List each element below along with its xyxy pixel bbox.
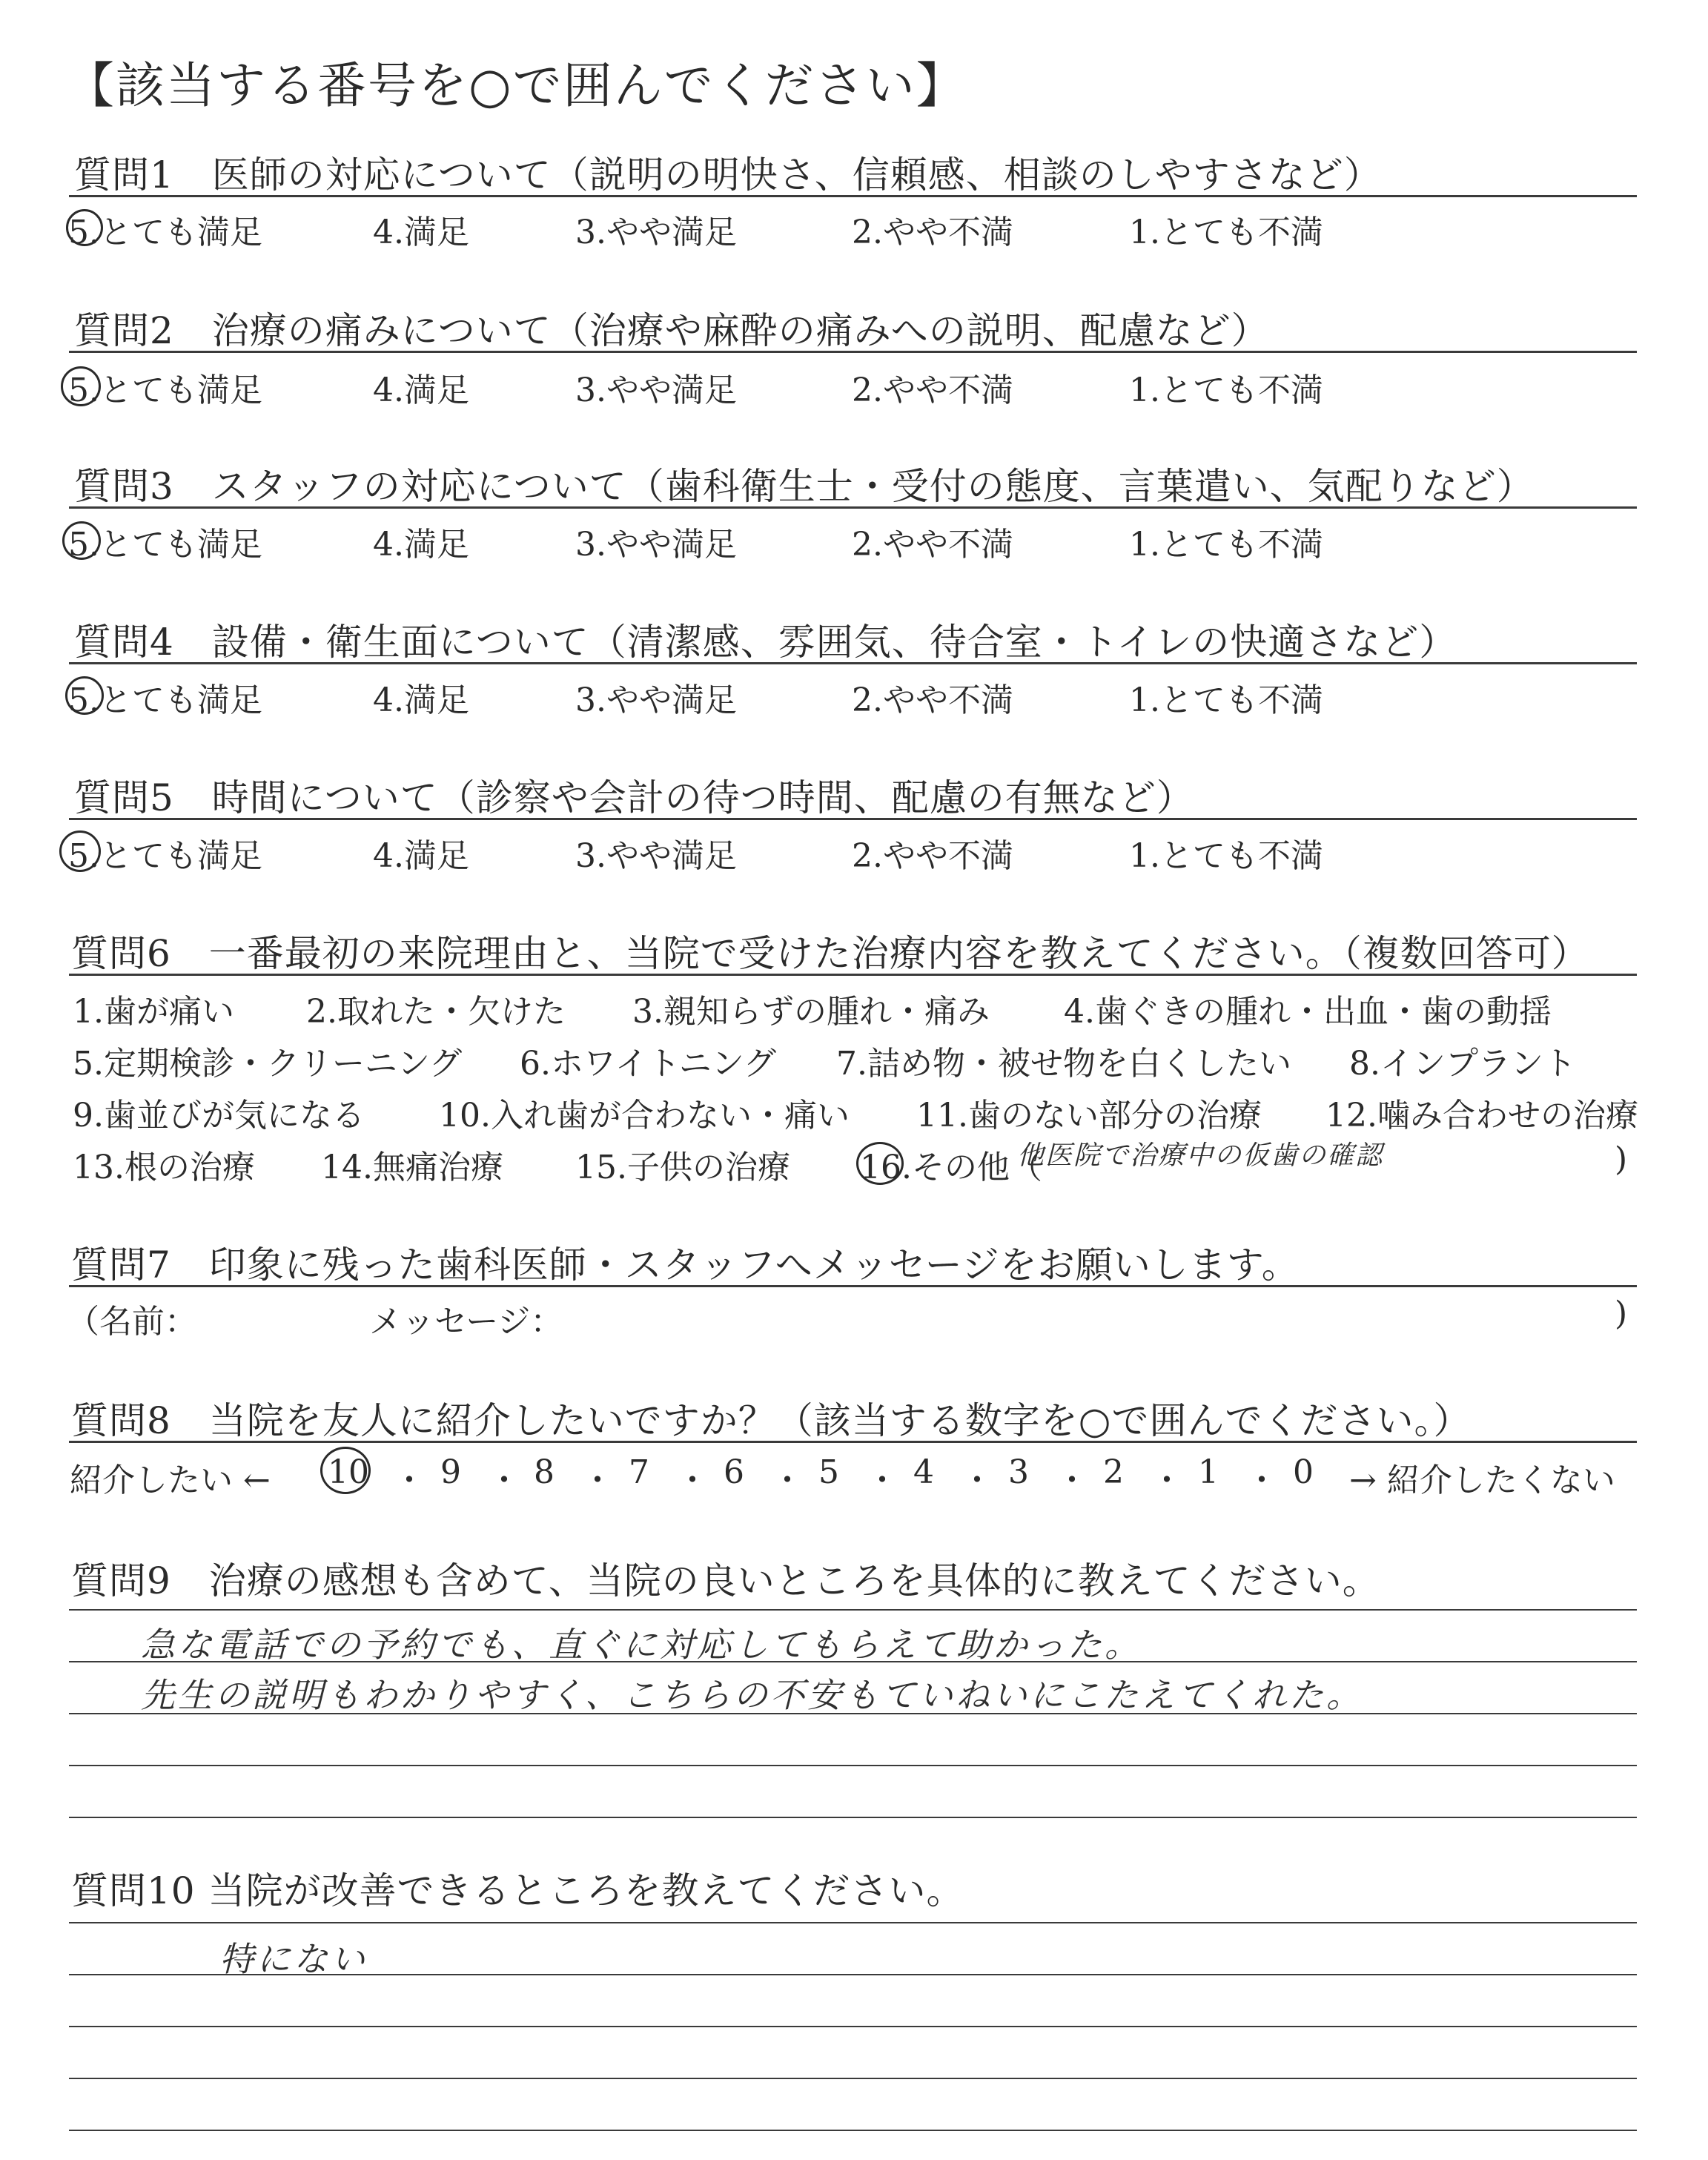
score-5[interactable]: 5 — [818, 1453, 839, 1491]
option-3[interactable]: 3.やや満足 — [575, 371, 737, 409]
question-6-label: 質問6 一番最初の来院理由と、当院で受けた治療内容を教えてください。（複数回答可） — [71, 932, 1589, 975]
reason-option[interactable]: 11.歯のない部分の治療 — [916, 1097, 1262, 1135]
question-9-label: 質問9 治療の感想も含めて、当院の良いところを具体的に教えてください。 — [71, 1559, 1380, 1602]
reason-option[interactable]: 3.親知らずの腫れ・痛み — [632, 993, 990, 1031]
option-1[interactable]: 1.とても不満 — [1129, 214, 1323, 251]
question-3-rule — [69, 506, 1637, 509]
option-5[interactable]: 5.とても満足 — [68, 681, 262, 719]
reason-option[interactable]: 14.無痛治療 — [321, 1149, 503, 1186]
question-6-rule — [69, 974, 1637, 976]
question-2-rule — [69, 351, 1637, 353]
handwritten-answer-line: 先生の説明もわかりやすく、こちらの不安もていねいにこたえてくれた。 — [141, 1675, 1364, 1715]
question-1-label: 質問1 医師の対応について（説明の明快さ、信頼感、相談のしやすさなど） — [74, 153, 1382, 196]
score-2[interactable]: 2 — [1103, 1453, 1124, 1491]
option-1[interactable]: 1.とても不満 — [1129, 837, 1323, 875]
reason-option[interactable]: 10.入れ歯が合わない・痛い — [439, 1097, 850, 1135]
reason-option[interactable]: 12.噛み合わせの治療 — [1325, 1097, 1638, 1135]
question-5-rule — [69, 818, 1637, 820]
question-7-label: 質問7 印象に残った歯科医師・スタッフへメッセージをお願いします。 — [71, 1244, 1300, 1287]
score-1[interactable]: 1 — [1198, 1453, 1219, 1491]
score-separator: ・ — [393, 1462, 426, 1499]
option-1[interactable]: 1.とても不満 — [1129, 526, 1323, 564]
answer-line — [69, 2130, 1637, 2131]
score-8[interactable]: 8 — [534, 1453, 555, 1491]
score-separator: ・ — [676, 1462, 709, 1499]
reason-option[interactable]: 5.定期検診・クリーニング — [73, 1045, 463, 1083]
answer-line — [69, 1609, 1637, 1611]
reason-option[interactable]: 15.子供の治療 — [575, 1149, 790, 1186]
option-4[interactable]: 4.満足 — [373, 371, 469, 409]
question-4-rule — [69, 662, 1637, 664]
option-1[interactable]: 1.とても不満 — [1129, 681, 1323, 719]
option-2[interactable]: 2.やや不満 — [852, 837, 1013, 875]
answer-line — [69, 2078, 1637, 2079]
question-2-label: 質問2 治療の痛みについて（治療や麻酔の痛みへの説明、配慮など） — [74, 309, 1269, 352]
reason-option[interactable]: 6.ホワイトニング — [520, 1045, 777, 1083]
option-3[interactable]: 3.やや満足 — [575, 837, 737, 875]
question-1-rule — [69, 195, 1637, 197]
question-5-label: 質問5 時間について（診察や会計の待つ時間、配慮の有無など） — [74, 776, 1194, 819]
name-label: （名前： — [67, 1303, 197, 1341]
option-2[interactable]: 2.やや不満 — [852, 214, 1013, 251]
reason-option[interactable]: 13.根の治療 — [73, 1149, 255, 1186]
score-separator: ・ — [1245, 1462, 1278, 1499]
reason-option-other[interactable]: 16.その他（ — [860, 1149, 1042, 1186]
reason-option[interactable]: 2.取れた・欠けた — [306, 993, 566, 1031]
option-5[interactable]: 5.とても満足 — [68, 526, 262, 564]
option-1[interactable]: 1.とても不満 — [1129, 371, 1323, 409]
reason-option[interactable]: 9.歯並びが気になる — [73, 1097, 365, 1135]
question-10-label: 質問10 当院が改善できるところを教えてください。 — [71, 1869, 964, 1912]
option-3[interactable]: 3.やや満足 — [575, 214, 737, 251]
score-10[interactable]: 10 — [328, 1453, 369, 1491]
option-2[interactable]: 2.やや不満 — [852, 371, 1013, 409]
score-7[interactable]: 7 — [629, 1453, 649, 1491]
answer-line — [69, 1817, 1637, 1818]
reason-option[interactable]: 8.インプラント — [1349, 1045, 1576, 1083]
option-5[interactable]: 5.とても満足 — [68, 837, 262, 875]
score-separator: ・ — [961, 1462, 993, 1499]
reason-option[interactable]: 1.歯が痛い — [73, 993, 234, 1031]
question-3-label: 質問3 スタッフの対応について（歯科衛生士・受付の態度、言葉遣い、気配りなど） — [74, 465, 1535, 508]
score-separator: ・ — [866, 1462, 898, 1499]
score-separator: ・ — [1151, 1462, 1183, 1499]
option-3[interactable]: 3.やや満足 — [575, 526, 737, 564]
handwritten-answer-line: 急な電話での予約でも、直ぐに対応してもらえて助かった。 — [141, 1625, 1142, 1665]
recommend-left-label: 紹介したい ← — [70, 1462, 271, 1499]
score-separator: ・ — [488, 1462, 520, 1499]
reason-option[interactable]: 7.詰め物・被せ物を白くしたい — [836, 1045, 1291, 1083]
score-separator: ・ — [581, 1462, 614, 1499]
score-separator: ・ — [1056, 1462, 1088, 1499]
option-4[interactable]: 4.満足 — [373, 214, 469, 251]
score-9[interactable]: 9 — [440, 1453, 461, 1491]
page-title: 【該当する番号を○で囲んでください】 — [65, 57, 967, 114]
reason-option[interactable]: 4.歯ぐきの腫れ・出血・歯の動揺 — [1064, 993, 1552, 1031]
option-4[interactable]: 4.満足 — [373, 681, 469, 719]
recommend-right-label: → 紹介したくない — [1349, 1462, 1615, 1499]
option-3[interactable]: 3.やや満足 — [575, 681, 737, 719]
score-4[interactable]: 4 — [913, 1453, 934, 1491]
score-separator: ・ — [771, 1462, 804, 1499]
answer-line — [69, 1765, 1637, 1766]
answer-line — [69, 2026, 1637, 2027]
score-3[interactable]: 3 — [1008, 1453, 1029, 1491]
option-2[interactable]: 2.やや不満 — [852, 681, 1013, 719]
answer-line — [69, 1922, 1637, 1923]
message-close: ) — [1615, 1295, 1628, 1332]
handwritten-answer-line: 特にない — [219, 1939, 368, 1979]
score-0[interactable]: 0 — [1293, 1453, 1314, 1491]
other-handwritten-answer: 他医院で治療中の仮歯の確認 — [1017, 1140, 1384, 1171]
question-7-rule — [69, 1285, 1637, 1287]
score-6[interactable]: 6 — [724, 1453, 744, 1491]
question-8-label: 質問8 当院を友人に紹介したいですか？（該当する数字を○で囲んでください。） — [71, 1399, 1472, 1442]
option-4[interactable]: 4.満足 — [373, 837, 469, 875]
option-5[interactable]: 5.とても満足 — [68, 371, 262, 409]
reason-other-close: ) — [1615, 1140, 1628, 1178]
question-8-rule — [69, 1441, 1637, 1443]
message-label: メッセージ： — [369, 1303, 563, 1341]
option-5[interactable]: 5.とても満足 — [68, 214, 262, 251]
option-4[interactable]: 4.満足 — [373, 526, 469, 564]
question-4-label: 質問4 設備・衛生面について（清潔感、雰囲気、待合室・トイレの快適さなど） — [74, 621, 1457, 664]
option-2[interactable]: 2.やや不満 — [852, 526, 1013, 564]
